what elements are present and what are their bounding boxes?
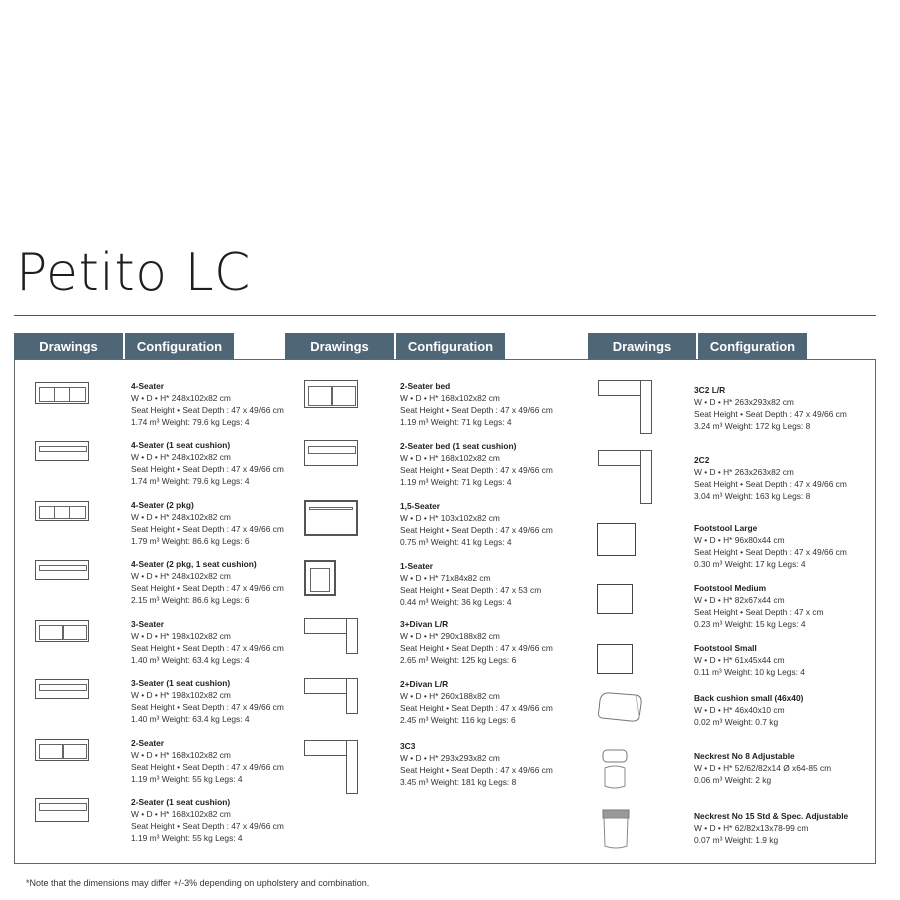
config-seat: Seat Height • Seat Depth : 47 x 49/66 cm <box>400 464 553 475</box>
config-dimensions: W • D • H* 293x293x82 cm <box>400 752 500 763</box>
title-divider <box>14 315 876 316</box>
config-meta: 0.44 m³ Weight: 36 kg Legs: 4 <box>400 596 512 607</box>
config-seat: Seat Height • Seat Depth : 47 x 49/66 cm <box>694 408 847 419</box>
config-dimensions: W • D • H* 52/62/82x14 Ø x64-85 cm <box>694 762 832 773</box>
config-dimensions: W • D • H* 248x102x82 cm <box>131 511 231 522</box>
config-name: 2-Seater bed (1 seat cushion) <box>400 441 517 451</box>
config-name: 3-Seater <box>131 619 165 629</box>
config-name: 4-Seater (2 pkg, 1 seat cushion) <box>131 559 257 569</box>
config-name: 4-Seater (2 pkg) <box>131 500 194 510</box>
config-meta: 0.23 m³ Weight: 15 kg Legs: 4 <box>694 618 806 629</box>
config-dimensions: W • D • H* 71x84x82 cm <box>400 572 491 583</box>
config-dimensions: W • D • H* 248x102x82 cm <box>131 570 231 581</box>
config-dimensions: W • D • H* 248x102x82 cm <box>131 451 231 462</box>
config-seat: Seat Height • Seat Depth : 47 x 49/66 cm <box>400 404 553 415</box>
config-meta: 1.19 m³ Weight: 71 kg Legs: 4 <box>400 476 512 487</box>
config-name: Neckrest No 15 Std & Spec. Adjustable <box>694 811 849 821</box>
config-name: 3C3 <box>400 741 416 751</box>
config-dimensions: W • D • H* 290x188x82 cm <box>400 630 500 641</box>
config-name: 2-Seater <box>131 738 165 748</box>
config-dimensions: W • D • H* 263x293x82 cm <box>694 396 794 407</box>
config-dimensions: W • D • H* 103x102x82 cm <box>400 512 500 523</box>
config-seat: Seat Height • Seat Depth : 47 x 49/66 cm <box>131 761 284 772</box>
config-name: 2+Divan L/R <box>400 679 449 689</box>
header-configuration-2: Configuration <box>396 333 505 359</box>
neckrest-15-icon <box>601 808 631 855</box>
config-seat: Seat Height • Seat Depth : 47 x 49/66 cm <box>131 463 284 474</box>
config-name: 1,5-Seater <box>400 501 441 511</box>
config-seat: Seat Height • Seat Depth : 47 x 49/66 cm <box>400 524 553 535</box>
config-meta: 1.79 m³ Weight: 86.6 kg Legs: 6 <box>131 535 250 546</box>
config-dimensions: W • D • H* 168x102x82 cm <box>400 392 500 403</box>
config-meta: 1.40 m³ Weight: 63.4 kg Legs: 4 <box>131 713 250 724</box>
config-meta: 2.45 m³ Weight: 116 kg Legs: 6 <box>400 714 516 725</box>
config-name: 3+Divan L/R <box>400 619 449 629</box>
config-meta: 2.65 m³ Weight: 125 kg Legs: 6 <box>400 654 517 665</box>
config-dimensions: W • D • H* 168x102x82 cm <box>131 749 231 760</box>
config-name: 2C2 <box>694 455 710 465</box>
config-name: Footstool Large <box>694 523 758 533</box>
config-dimensions: W • D • H* 260x188x82 cm <box>400 690 500 701</box>
config-meta: 1.19 m³ Weight: 55 kg Legs: 4 <box>131 832 243 843</box>
config-seat: Seat Height • Seat Depth : 47 x 49/66 cm <box>400 642 553 653</box>
config-seat: Seat Height • Seat Depth : 47 x 49/66 cm <box>400 702 553 713</box>
config-meta: 0.07 m³ Weight: 1.9 kg <box>694 834 779 845</box>
configuration-panel <box>14 359 876 864</box>
config-name: Footstool Small <box>694 643 757 653</box>
config-dimensions: W • D • H* 168x102x82 cm <box>131 808 231 819</box>
config-meta: 0.11 m³ Weight: 10 kg Legs: 4 <box>694 666 805 677</box>
config-meta: 1.74 m³ Weight: 79.6 kg Legs: 4 <box>131 475 250 486</box>
config-meta: 0.02 m³ Weight: 0.7 kg <box>694 716 779 727</box>
header-drawings-3: Drawings <box>588 333 696 359</box>
header-configuration-3: Configuration <box>698 333 807 359</box>
config-seat: Seat Height • Seat Depth : 47 x 49/66 cm <box>694 478 847 489</box>
config-dimensions: W • D • H* 96x80x44 cm <box>694 534 785 545</box>
page-title: Petito LC <box>16 243 251 303</box>
config-dimensions: W • D • H* 46x40x10 cm <box>694 704 785 715</box>
config-name: Back cushion small (46x40) <box>694 693 804 703</box>
config-seat: Seat Height • Seat Depth : 47 x 49/66 cm <box>131 582 284 593</box>
config-meta: 2.15 m³ Weight: 86.6 kg Legs: 6 <box>131 594 250 605</box>
config-meta: 0.06 m³ Weight: 2 kg <box>694 774 772 785</box>
config-meta: 1.74 m³ Weight: 79.6 kg Legs: 4 <box>131 416 250 427</box>
config-meta: 0.30 m³ Weight: 17 kg Legs: 4 <box>694 558 806 569</box>
config-seat: Seat Height • Seat Depth : 47 x 49/66 cm <box>131 820 284 831</box>
config-dimensions: W • D • H* 62/82x13x78-99 cm <box>694 822 809 833</box>
header-configuration-1: Configuration <box>125 333 234 359</box>
config-name: 3C2 L/R <box>694 385 726 395</box>
config-meta: 3.04 m³ Weight: 163 kg Legs: 8 <box>694 490 811 501</box>
neckrest-8-icon <box>601 748 631 795</box>
config-meta: 3.45 m³ Weight: 181 kg Legs: 8 <box>400 776 517 787</box>
config-seat: Seat Height • Seat Depth : 47 x 49/66 cm <box>131 701 284 712</box>
header-drawings-1: Drawings <box>14 333 123 359</box>
config-name: Footstool Medium <box>694 583 767 593</box>
dimensions-note: *Note that the dimensions may differ +/-3% depending on upholstery and combination. <box>26 878 370 888</box>
config-dimensions: W • D • H* 82x67x44 cm <box>694 594 785 605</box>
config-name: 3-Seater (1 seat cushion) <box>131 678 231 688</box>
header-drawings-2: Drawings <box>285 333 394 359</box>
config-meta: 1.19 m³ Weight: 55 kg Legs: 4 <box>131 773 243 784</box>
config-seat: Seat Height • Seat Depth : 47 x cm <box>694 606 824 617</box>
config-name: 2-Seater (1 seat cushion) <box>131 797 231 807</box>
config-dimensions: W • D • H* 168x102x82 cm <box>400 452 500 463</box>
config-name: Neckrest No 8 Adjustable <box>694 751 795 761</box>
config-seat: Seat Height • Seat Depth : 47 x 49/66 cm <box>131 404 284 415</box>
config-name: 1-Seater <box>400 561 434 571</box>
config-name: 4-Seater (1 seat cushion) <box>131 440 231 450</box>
config-name: 4-Seater <box>131 381 165 391</box>
config-dimensions: W • D • H* 263x263x82 cm <box>694 466 794 477</box>
config-seat: Seat Height • Seat Depth : 47 x 49/66 cm <box>400 764 553 775</box>
config-seat: Seat Height • Seat Depth : 47 x 49/66 cm <box>131 523 284 534</box>
config-meta: 3.24 m³ Weight: 172 kg Legs: 8 <box>694 420 811 431</box>
back-cushion-icon <box>596 690 644 729</box>
config-meta: 1.40 m³ Weight: 63.4 kg Legs: 4 <box>131 654 250 665</box>
config-seat: Seat Height • Seat Depth : 47 x 53 cm <box>400 584 542 595</box>
config-meta: 1.19 m³ Weight: 71 kg Legs: 4 <box>400 416 512 427</box>
config-name: 2-Seater bed <box>400 381 451 391</box>
config-dimensions: W • D • H* 198x102x82 cm <box>131 630 231 641</box>
config-meta: 0.75 m³ Weight: 41 kg Legs: 4 <box>400 536 512 547</box>
config-seat: Seat Height • Seat Depth : 47 x 49/66 cm <box>694 546 847 557</box>
config-seat: Seat Height • Seat Depth : 47 x 49/66 cm <box>131 642 284 653</box>
config-dimensions: W • D • H* 61x45x44 cm <box>694 654 785 665</box>
config-dimensions: W • D • H* 198x102x82 cm <box>131 689 231 700</box>
config-dimensions: W • D • H* 248x102x82 cm <box>131 392 231 403</box>
